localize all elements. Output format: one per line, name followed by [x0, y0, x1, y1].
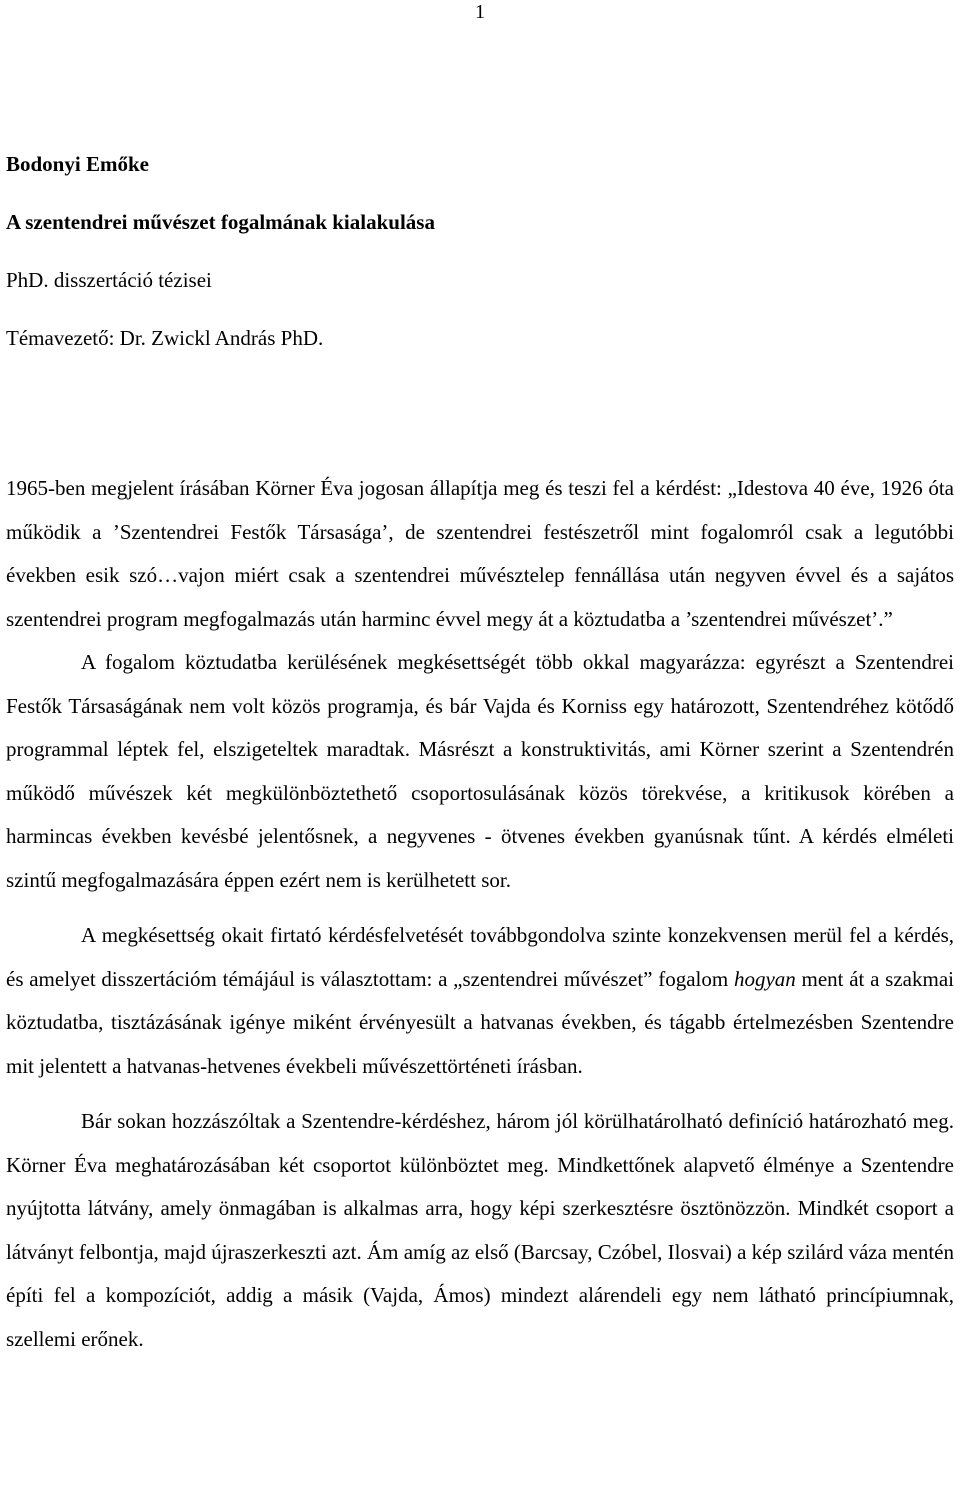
document-subtitle: PhD. disszertáció tézisei	[6, 268, 212, 292]
paragraph-3-text-end: ment át a szakmai köztudatba, tisztázásának igénye miként érvényesült a hatvanas években, és tágabb értelmezésben Szentendre mit jelentett a hatvanas-hetvenes évekbeli művészettörténeti írásban.	[6, 966, 954, 1078]
paragraph-3-emphasis: hogyan	[733, 966, 796, 991]
paragraph-2: A fogalom köztudatba kerülésének megkésettségét több okkal magyarázza: egyrészt a Szentendrei Festők Társaságának nem volt közös programja, és bár Vajda és Korniss egy határozott, Szentendréhez kötődő programmal léptek fel, elszigeteltek maradtak. Másrészt a konstruktivitás, ami Körner szerint a Szentendrén működő művészek két megkülönböztethető csoportosulásának közös törekvése, a kritikusok körében a harmincas években kevésbé jelentősnek, a negyvenes - ötvenes években gyanúsnak tűnt. A kérdés elméleti szintű megfogalmazására éppen ezért nem is kerülhetett sor.	[6, 650, 954, 892]
document-title: A szentendrei művészet fogalmának kialakulása	[6, 210, 435, 234]
document-body	[6, 467, 954, 1361]
paragraph-4: Bár sokan hozzászóltak a Szentendre-kérdéshez, három jól körülhatárolható definíció határozható meg. Körner Éva meghatározásában két csoportot különböztet meg. Mindkettőnek alapvető élménye a Szentendre nyújtotta látvány, amely önmagában is alkalmas arra, hogy képi szerkesztésre ösztönözzön. Mindkét csoport a látványt felbontja, majd újraszerkeszti azt. Ám amíg az első (Barcsay, Czóbel, Ilosvai) a kép szilárd váza mentén építi fel a kompozíciót, addig a másik (Vajda, Ámos) mindezt alárendeli egy nem látható princípiumnak, szellemi erőnek.	[6, 1109, 954, 1351]
supervisor-line: Témavezető: Dr. Zwickl András PhD.	[6, 326, 324, 350]
paragraph-1: 1965-ben megjelent írásában Körner Éva jogosan állapítja meg és teszi fel a kérdést: „Idestova 40 éve, 1926 óta működik a ’Szentendrei Festők Társasága’, de szentendrei festészetről mint fogalomról csak a legutóbbi években esik szó…vajon miért csak a szentendrei művésztelep fennállása után negyven évvel és a sajátos szentendrei program megfogalmazás után harminc évvel megy át a köztudatba a ’szentendrei művészet’.”	[6, 476, 954, 631]
document-header	[6, 150, 954, 382]
paragraph-3	[6, 914, 954, 1088]
page-number: 1	[475, 1, 485, 23]
paragraph-3-text-start: A megkésettség okait firtató kérdésfelvetését továbbgondolva szinte konzekvensen merül fel a kérdés, és amelyet disszertációm témájául is választottam: a „szentendrei művészet” fogalom	[6, 923, 954, 991]
author-name: Bodonyi Emőke	[6, 152, 149, 176]
